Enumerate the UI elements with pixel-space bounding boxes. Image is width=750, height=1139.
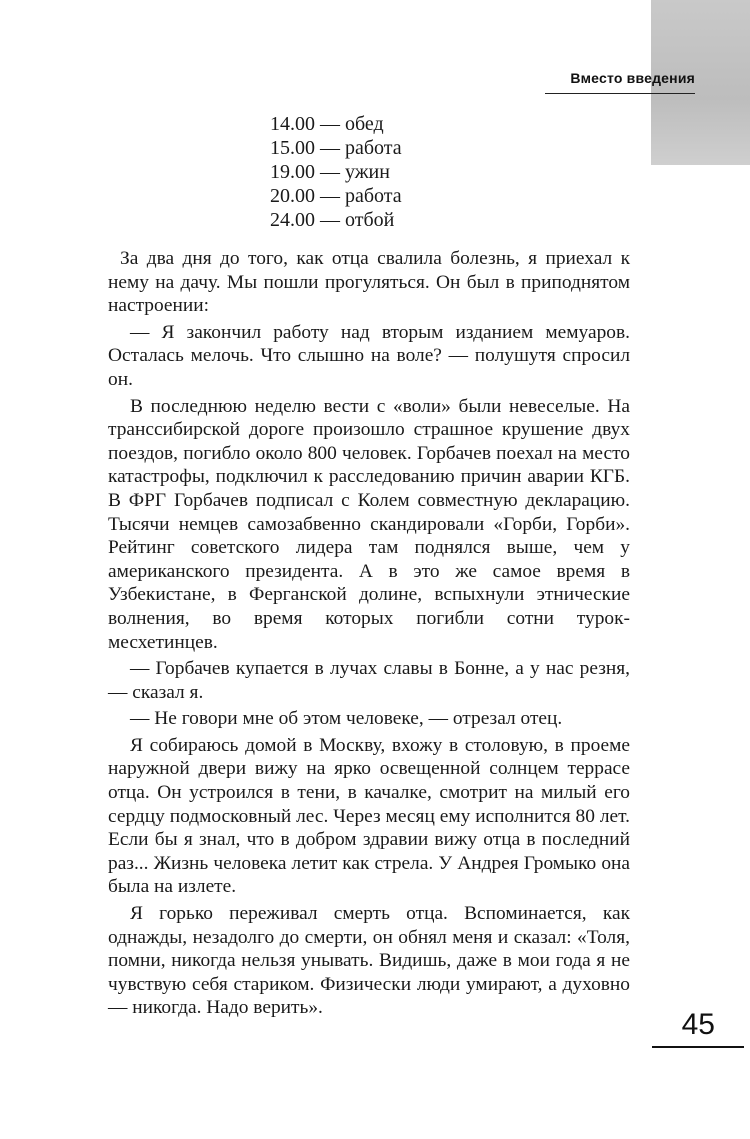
schedule-time: 20.00: [270, 185, 315, 207]
schedule-item: [270, 160, 530, 184]
paragraph: За два дня до того, как отца свалила болезнь, я приехал к нему на дачу. Мы пошли прогуляться. Он был в приподнятом настроении:: [108, 248, 630, 317]
schedule-activity: — работа: [315, 137, 402, 159]
schedule-item: [270, 136, 530, 160]
schedule-item: [270, 112, 530, 136]
schedule-item: [270, 208, 530, 232]
schedule-item: [270, 184, 530, 208]
page-number: 45: [681, 1008, 715, 1041]
schedule-activity: — ужин: [315, 161, 390, 183]
schedule-time: 15.00: [270, 137, 315, 159]
schedule-activity: — работа: [315, 185, 402, 207]
schedule-time: 19.00: [270, 161, 315, 183]
header-rule: [545, 93, 695, 94]
paragraph: В последнюю неделю вести с «воли» были невеселые. На транссибирской дороге произошло страшное крушение двух поездов, погибло около 800 человек. Горбачев поехал на место катастрофы, подключил к расследованию причин аварии КГБ. В ФРГ Горбачев подписал с Колем совместную декларацию. Тысячи немцев самозабвенно скандировали «Горби, Горби». Рейтинг советского лидера там поднялся выше, чем у американского президента. А в это же самое время в Узбекистане, в Ферганской долине, вспыхнули этнические волнения, во время которых погибли сотни турок-месхетинцев.: [108, 395, 630, 653]
body-text: [108, 247, 630, 1020]
schedule-activity: — отбой: [315, 209, 395, 231]
paragraph: Я горько переживал смерть отца. Вспоминается, как однажды, незадолго до смерти, он обнял меня и сказал: «Толя, помни, никогда нельзя унывать. Видишь, даже в мои года я не чувствую себя стариком. Физически люди умирают, а духовно — никогда. Надо верить».: [108, 903, 630, 1019]
schedule-activity: — обед: [315, 113, 384, 135]
paragraph: — Горбачев купается в лучах славы в Бонне, а у нас резня, — сказал я.: [108, 658, 630, 703]
schedule-time: 24.00: [270, 209, 315, 231]
schedule-time: 14.00: [270, 113, 315, 135]
paragraph: Я собираюсь домой в Москву, вхожу в столовую, в проеме наружной двери вижу на ярко освещенной солнцем террасе отца. Он устроился в тени, в качалке, смотрит на милый его сердцу подмосковный лес. Через месяц ему исполнится 80 лет. Если бы я знал, что в добром здравии вижу отца в последний раз... Жизнь человека летит как стрела. У Андрея Громыко она была на излете.: [108, 734, 630, 898]
page-number-rule: [652, 1046, 744, 1048]
paragraph: — Не говори мне об этом человеке, — отрезал отец.: [130, 708, 563, 730]
paragraph: — Я закончил работу над вторым изданием мемуаров. Осталась мелочь. Что слышно на воле? — полушутя спросил он.: [108, 321, 630, 390]
daily-schedule: [270, 112, 530, 232]
running-header: Вместо введения: [570, 70, 695, 86]
